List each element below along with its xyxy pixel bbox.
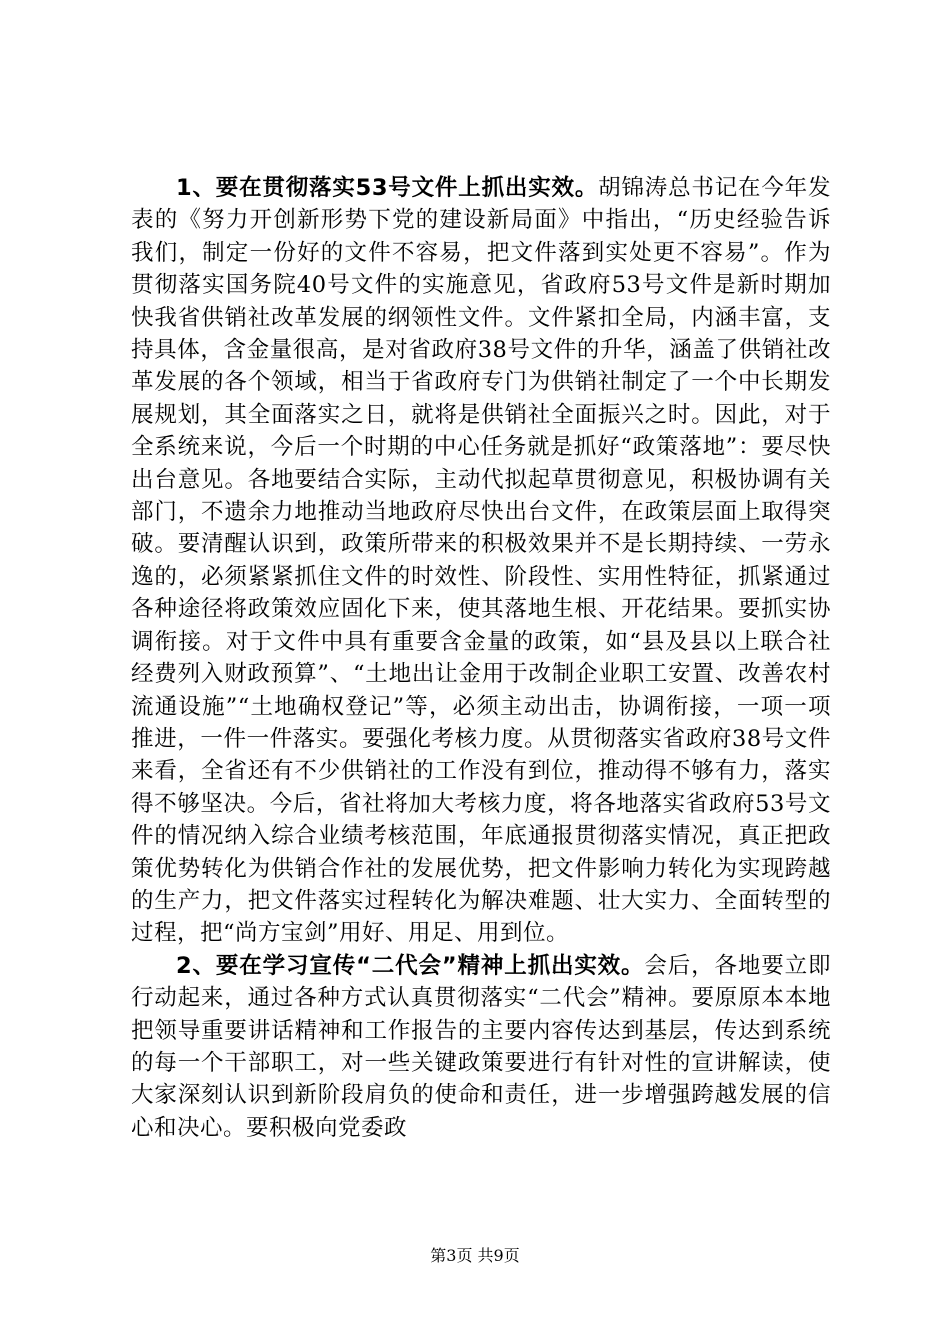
document-body [131, 172, 831, 1144]
paragraph-1 [131, 172, 831, 950]
page-footer [0, 1246, 950, 1266]
paragraph-2 [131, 950, 831, 1144]
page-number: 第3页 共9页 [430, 1246, 520, 1265]
paragraph-2-body: 会后，各地要立即行动起来，通过各种方式认真贯彻落实“二代会”精神。要原原本本地把领导重要讲话精神和工作报告的主要内容传达到基层，传达到系统的每一个干部职工，对一些关键政策要进行有针对性的宣讲解读，使大家深刻认识到新阶段肩负的使命和责任，进一步增强跨越发展的信心和决心。要积极向党委政 [131, 952, 831, 1141]
paragraph-1-body: 胡锦涛总书记在今年发表的《努力开创新形势下党的建设新局面》中指出，“历史经验告诉我们，制定一份好的文件不容易，把文件落到实处更不容易”。作为贯彻落实国务院40号文件的实施意见，省政府53号文件是新时期加快我省供销社改革发展的纲领性文件。文件紧扣全局，内涵丰富，支持具体，含金量很高，是对省政府38号文件的升华，涵盖了供销社改革发展的各个领域，相当于省政府专门为供销社制定了一个中长期发展规划，其全面落实之日，就将是供销社全面振兴之时。因此，对于全系统来说，今后一个时期的中心任务就是抓好“政策落地”：要尽快出台意见。各地要结合实际，主动代拟起草贯彻意见，积极协调有关部门，不遗余力地推动当地政府尽快出台文件，在政策层面上取得突破。要清醒认识到，政策所带来的积极效果并不是长期持续、一劳永逸的，必须紧紧抓住文件的时效性、阶段性、实用性特征，抓紧通过各种途径将政策效应固化下来，使其落地生根、开花结果。要抓实协调衔接。对于文件中具有重要含金量的政策，如“县及县以上联合社经费列入财政预算”、“土地出让金用于改制企业职工安置、改善农村流通设施”“土地确权登记”等，必须主动出击，协调衔接，一项一项推进，一件一件落实。要强化考核力度。从贯彻落实省政府38号文件来看，全省还有不少供销社的工作没有到位，推动得不够有力，落实得不够坚决。今后，省社将加大考核力度，将各地落实省政府53号文件的情况纳入综合业绩考核范围，年底通报贯彻落实情况，真正把政策优势转化为供销合作社的发展优势，把文件影响力转化为实现跨越的生产力，把文件落实过程转化为解决难题、壮大实力、全面转型的过程，把“尚方宝剑”用好、用足、用到位。 [131, 175, 831, 947]
paragraph-1-lead: 1、要在贯彻落实53号文件上抓出实效。 [176, 175, 599, 201]
paragraph-2-lead: 2、要在学习宣传“二代会”精神上抓出实效。 [176, 952, 645, 979]
